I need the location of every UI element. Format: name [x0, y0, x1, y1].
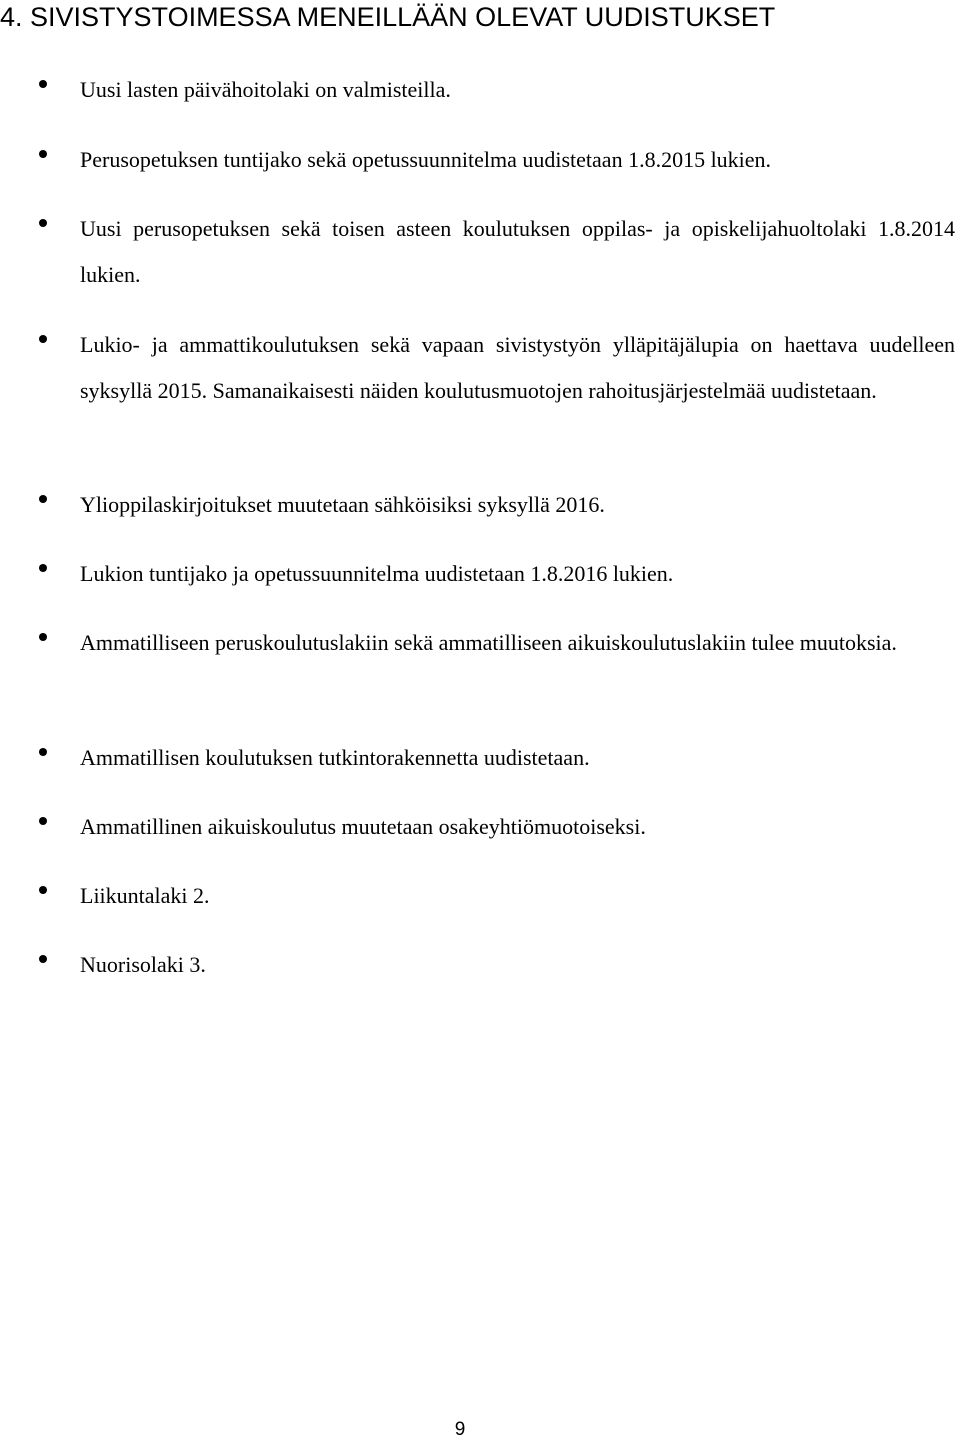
bullet-icon: [39, 955, 47, 963]
bullet-icon: [39, 886, 47, 894]
bullet-icon: [39, 748, 47, 756]
bullet-icon: [39, 219, 47, 227]
list-item-text: Lukion tuntijako ja opetussuunnitelma uudistetaan 1.8.2016 lukien.: [80, 561, 674, 586]
list-item-text: Ammatillinen aikuiskoulutus muutetaan osakeyhtiömuotoiseksi.: [80, 814, 646, 839]
list-item-text: Uusi perusopetuksen sekä toisen asteen koulutuksen oppilas- ja opiskelijahuoltolaki 1.8.2014 lukien.: [80, 216, 955, 287]
page-number: 9: [454, 1419, 466, 1440]
bullet-icon: [39, 150, 47, 158]
bullet-icon: [39, 817, 47, 825]
section-heading: 4. SIVISTYSTOIMESSA MENEILLÄÄN OLEVAT UUDISTUKSET: [0, 2, 776, 32]
list-item-text: Ammatillisen koulutuksen tutkintorakennetta uudistetaan.: [80, 745, 590, 770]
list-item-text: Uusi lasten päivähoitolaki on valmisteilla.: [80, 77, 451, 102]
bullet-icon: [39, 335, 47, 343]
list-item-text: Nuorisolaki 3.: [80, 952, 206, 977]
list-item-text: Ammatilliseen peruskoulutuslakiin sekä ammatilliseen aikuiskoulutuslakiin tulee muutoksia.: [80, 630, 897, 655]
bullet-icon: [39, 633, 47, 641]
list-item-text: Liikuntalaki 2.: [80, 883, 210, 908]
list-item-text: Lukio- ja ammattikoulutuksen sekä vapaan sivistystyön ylläpitäjälupia on haettava uudelleen syksyllä 2015. Samanaikaisesti näiden koulutusmuotojen rahoitusjärjestelmää uudistetaan.: [80, 332, 955, 403]
bullet-icon: [39, 564, 47, 572]
bullet-icon: [39, 495, 47, 503]
bullet-icon: [39, 80, 47, 88]
list-item-text: Perusopetuksen tuntijako sekä opetussuunnitelma uudistetaan 1.8.2015 lukien.: [80, 147, 772, 172]
list-item-text: Ylioppilaskirjoitukset muutetaan sähköisiksi syksyllä 2016.: [80, 492, 605, 517]
